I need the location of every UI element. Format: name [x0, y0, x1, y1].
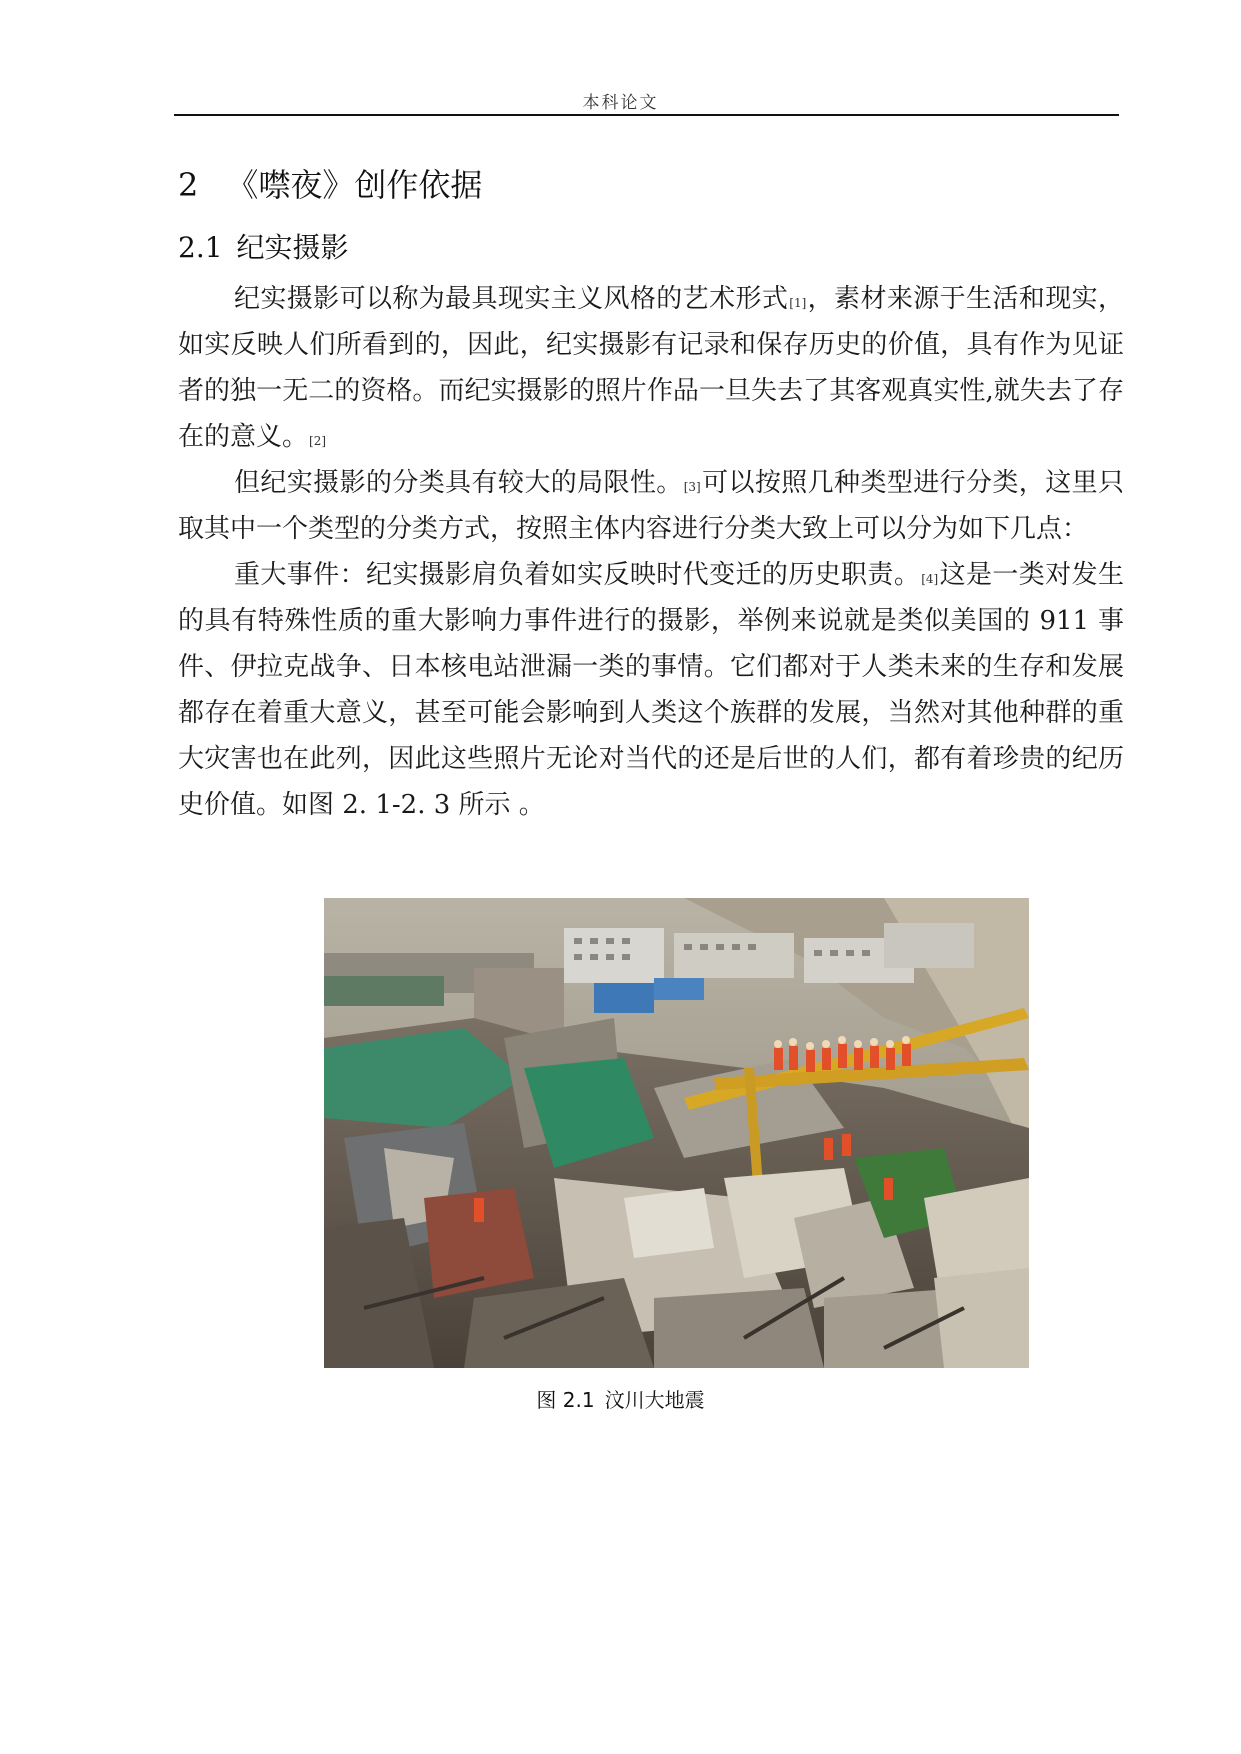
- figure-caption-text: 汶川大地震: [604, 1388, 705, 1412]
- paragraph-text: 但纪实摄影的分类具有较大的局限性。: [234, 468, 683, 498]
- paragraph-text: 纪实摄影可以称为最具现实主义风格的艺术形式: [234, 284, 789, 314]
- body-text: [178, 276, 1124, 828]
- citation-marker: [3]: [683, 480, 701, 494]
- chapter-title: 《噤夜》创作依据: [226, 166, 483, 204]
- running-header: 本科论文: [582, 93, 659, 113]
- figure-label: 图 2.1: [536, 1388, 595, 1412]
- earthquake-photo: [324, 898, 1029, 1368]
- body-paragraph: [178, 460, 1124, 552]
- paragraph-text: 这是一类对发生的具有特殊性质的重大影响力事件进行的摄影，举例来说就是类似美国的 911 事件、伊拉克战争、日本核电站泄漏一类的事情。它们都对于人类未来的生存和发展都存在着重大意义，甚至可能会影响到人类这个族群的发展，当然对其他种群的重大灾害也在此列，因此这些照片无论对当代的还是后世的人们，都有着珍贵的纪历史价值。如图 2. 1-2. 3 所示 。: [178, 560, 1124, 820]
- chapter-number: 2: [178, 166, 199, 204]
- citation-marker: [2]: [309, 434, 327, 448]
- body-paragraph: [178, 276, 1124, 460]
- paragraph-text: 重大事件：纪实摄影肩负着如实反映时代变迁的历史职责。: [234, 560, 921, 590]
- section-title: 纪实摄影: [236, 231, 349, 264]
- header-rule: [174, 114, 1119, 116]
- body-paragraph: [178, 552, 1124, 828]
- section-heading: [178, 226, 349, 266]
- paragraph-text: ，素材来源于生活和现实，如实反映人们所看到的，因此，纪实摄影有记录和保存历史的价值，具有作为见证者的独一无二的资格。而纪实摄影的照片作品一旦失去了其客观真实性,就失去了存在的意义。: [178, 284, 1124, 452]
- citation-marker: [4]: [921, 572, 939, 586]
- citation-marker: [1]: [789, 296, 807, 310]
- paragraph-text: 可以按照几种类型进行分类，这里只取其中一个类型的分类方式，按照主体内容进行分类大致上可以分为如下几点：: [178, 468, 1124, 544]
- section-number: 2.1: [178, 231, 223, 264]
- figure-caption: [0, 1384, 1241, 1413]
- chapter-heading: [178, 160, 482, 206]
